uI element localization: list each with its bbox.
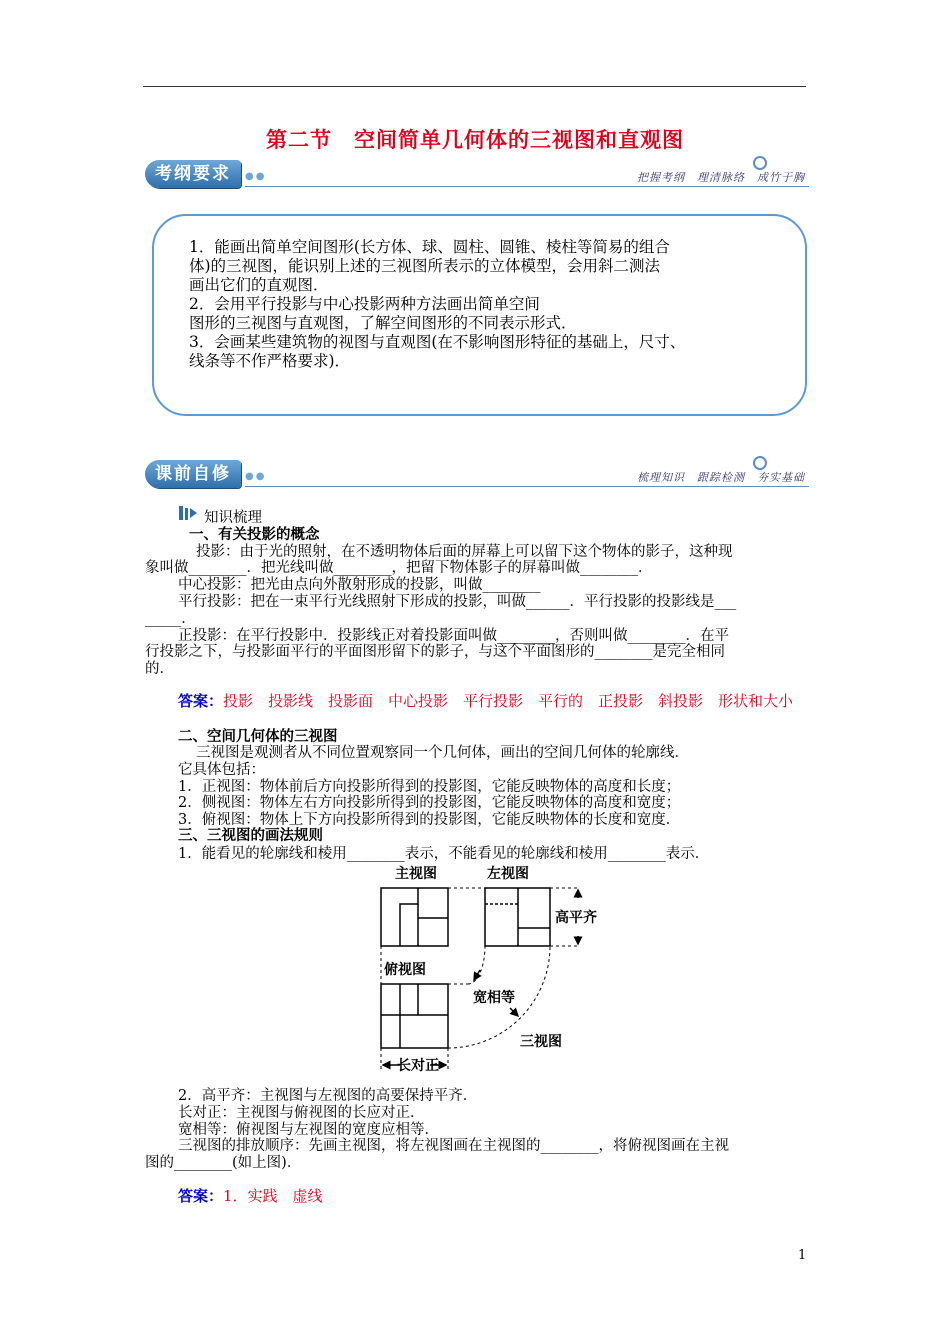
req-line: 2．会用平行投影与中心投影两种方法画出简单空间 <box>189 295 540 313</box>
label-name: 三视图 <box>520 1034 562 1050</box>
label-width: 宽相等 <box>473 990 515 1006</box>
dots-icon: ●● <box>245 471 267 482</box>
text-line: 2．高平齐：主视图与左视图的高要保持平齐． <box>178 1088 478 1104</box>
label-length: 长对正 <box>397 1058 439 1074</box>
text-line: 2．侧视图：物体左右方向投影所得到的投影图，它能反映物体的高度和宽度； <box>178 795 681 811</box>
heading-projection: 一、有关投影的概念 <box>189 527 320 543</box>
label-height: 高平齐 <box>555 910 597 926</box>
text-line: 1．能看见的轮廓线和棱用________表示，不能看见的轮廓线和棱用________表示． <box>178 846 710 862</box>
text-line: 它具体包括： <box>178 762 265 778</box>
banner-rule <box>245 186 809 187</box>
section-banner-preview <box>145 460 809 488</box>
text-line: 三视图的排放顺序：先画主视图，将左视图画在主视图的________，将俯视图画在主视 <box>178 1138 729 1154</box>
label-left: 左视图 <box>487 866 529 882</box>
heading-three-views: 二、空间几何体的三视图 <box>178 729 338 745</box>
req-line: 体)的三视图，能识别上述的三视图所表示的立体模型，会用斜二测法 <box>189 257 661 275</box>
text-line: 投影：由于光的照射，在不透明物体后面的屏幕上可以留下这个物体的影子，这种现 <box>196 544 733 560</box>
text-line: _____． <box>145 611 196 627</box>
req-line: 图形的三视图与直观图，了解空间图形的不同表示形式． <box>189 314 577 332</box>
text-line: 宽相等：俯视图与左视图的宽度应相等． <box>178 1122 439 1138</box>
dots-icon: ●● <box>245 171 267 182</box>
req-line: 3．会画某些建筑物的视图与直观图(在不影响图形特征的基础上，尺寸、 <box>189 333 686 351</box>
answer-label: 答案： <box>178 692 224 710</box>
section-banner-exam <box>145 160 809 188</box>
answer-1 <box>178 692 793 710</box>
page-number: 1 <box>798 1248 807 1263</box>
text-line: 象叫做________．把光线叫做________，把留下物体影子的屏幕叫做________． <box>145 560 653 576</box>
req-line: 线条等不作严格要求)． <box>189 352 351 370</box>
ring-icon <box>753 456 767 470</box>
banner-tag: 课前自修 <box>145 460 241 488</box>
answer-text: 投影 投影线 投影面 中心投影 平行投影 平行的 正投影 斜投影 形状和大小 <box>223 692 794 710</box>
req-line: 1．能画出简单空间图形(长方体、球、圆柱、圆锥、棱柱等简易的组合 <box>189 238 670 256</box>
label-front: 主视图 <box>395 866 437 882</box>
answer-text: 1．实践 虚线 <box>223 1187 323 1205</box>
answer-2 <box>178 1187 323 1205</box>
section-label: 知识梳理 <box>204 510 262 526</box>
banner-tag: 考纲要求 <box>145 160 241 188</box>
text-line: 中心投影：把光由点向外散射形成的投影，叫做________ <box>178 577 541 593</box>
requirements-text <box>189 238 789 371</box>
text-line: 3．俯视图：物体上下方向投影所得到的投影图，它能反映物体的长度和宽度． <box>178 812 681 828</box>
banner-subtitle: 把握考纲 理清脉络 成竹于胸 <box>637 171 805 184</box>
answer-label: 答案： <box>178 1187 224 1205</box>
banner-rule <box>245 486 809 487</box>
heading-rules: 三、三视图的画法规则 <box>178 828 323 844</box>
label-top: 俯视图 <box>384 962 426 978</box>
text-line: 的． <box>145 661 174 677</box>
text-line: 三视图是观测者从不同位置观察同一个几何体，画出的空间几何体的轮廓线． <box>196 745 689 761</box>
req-line: 画出它们的直观图． <box>189 276 329 294</box>
text-line: 正投影：在平行投影中．投影线正对着投影面叫做________，否则叫做________．在平 <box>178 628 729 644</box>
text-line: 图的________(如上图)． <box>145 1155 302 1171</box>
header-rule <box>143 86 806 87</box>
ring-icon <box>753 156 767 170</box>
text-line: 行投影之下，与投影面平行的平面图形留下的影子，与这个平面图形的________是完全相同 <box>145 644 725 660</box>
page-title: 第二节 空间简单几何体的三视图和直观图 <box>266 128 684 152</box>
three-view-diagram <box>370 858 620 1080</box>
banner-subtitle: 梳理知识 跟踪检测 夯实基础 <box>637 471 805 484</box>
text-line: 长对正：主视图与俯视图的长应对正． <box>178 1105 425 1121</box>
text-line: 1．正视图：物体前后方向投影所得到的投影图，它能反映物体的高度和长度； <box>178 779 681 795</box>
bars-icon <box>178 505 198 521</box>
text-line: 平行投影：把在一束平行光线照射下形成的投影，叫做______．平行投影的投影线是___ <box>178 594 737 610</box>
